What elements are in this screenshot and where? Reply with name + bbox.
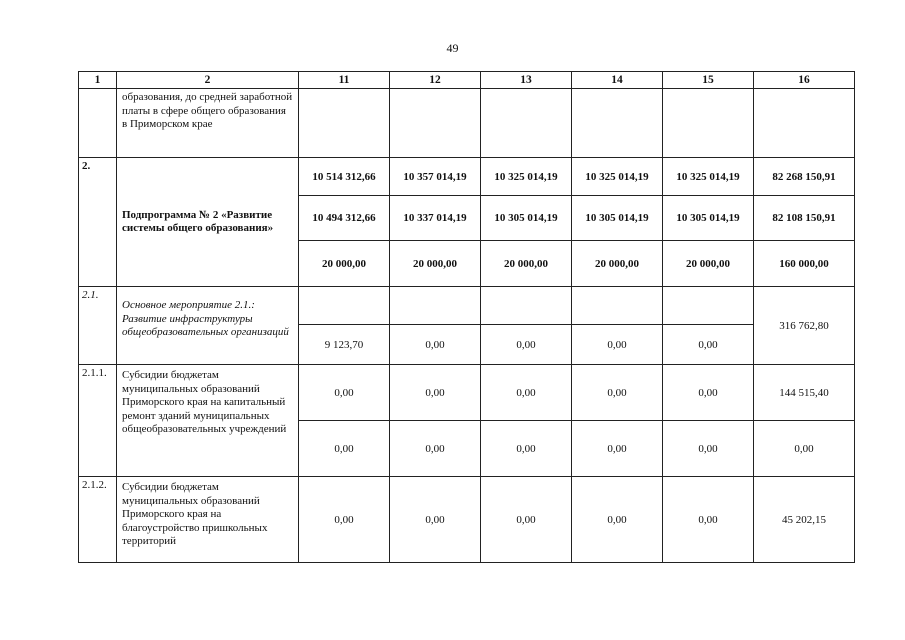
total-cell: 82 268 150,91 bbox=[754, 158, 855, 196]
column-header: 13 bbox=[481, 72, 572, 89]
empty-cell bbox=[481, 89, 572, 158]
total-cell: 45 202,15 bbox=[754, 477, 855, 563]
value-cell: 0,00 bbox=[390, 477, 481, 563]
empty-cell bbox=[299, 89, 390, 158]
column-header: 1 bbox=[79, 72, 117, 89]
value-cell: 0,00 bbox=[663, 365, 754, 421]
row-name-cell: образования, до средней заработной платы в сфере общего образования в Приморском крае bbox=[117, 89, 299, 158]
value-cell: 10 325 014,19 bbox=[663, 158, 754, 196]
value-cell: 0,00 bbox=[572, 365, 663, 421]
empty-cell bbox=[572, 89, 663, 158]
total-cell: 0,00 bbox=[754, 421, 855, 477]
table-row bbox=[79, 477, 855, 563]
value-cell: 20 000,00 bbox=[663, 241, 754, 287]
value-cell: 20 000,00 bbox=[481, 241, 572, 287]
row-number-cell: 2.1.2. bbox=[79, 477, 117, 563]
row-name-cell: Субсидии бюджетам муниципальных образований Приморского края на капитальный ремонт зданий муниципальных общеобразовательных учреждений bbox=[117, 365, 299, 477]
value-cell: 0,00 bbox=[663, 421, 754, 477]
total-cell: 316 762,80 bbox=[754, 287, 855, 365]
row-name-cell: Подпрограмма № 2 «Развитие системы общего образования» bbox=[117, 158, 299, 287]
value-cell: 0,00 bbox=[572, 421, 663, 477]
value-cell: 10 305 014,19 bbox=[481, 196, 572, 241]
column-header: 12 bbox=[390, 72, 481, 89]
value-cell: 10 494 312,66 bbox=[299, 196, 390, 241]
empty-cell bbox=[663, 89, 754, 158]
value-cell: 0,00 bbox=[390, 325, 481, 365]
value-cell: 20 000,00 bbox=[390, 241, 481, 287]
value-cell: 20 000,00 bbox=[572, 241, 663, 287]
row-name-cell: Основное мероприятие 2.1.: Развитие инфраструктуры общеобразовательных организаций bbox=[117, 287, 299, 365]
value-cell: 10 325 014,19 bbox=[572, 158, 663, 196]
empty-cell bbox=[754, 89, 855, 158]
table-row bbox=[79, 365, 855, 421]
empty-cell bbox=[572, 287, 663, 325]
value-cell: 10 514 312,66 bbox=[299, 158, 390, 196]
value-cell: 0,00 bbox=[481, 421, 572, 477]
value-cell: 20 000,00 bbox=[299, 241, 390, 287]
value-cell: 9 123,70 bbox=[299, 325, 390, 365]
value-cell: 0,00 bbox=[572, 477, 663, 563]
table-row bbox=[79, 89, 855, 158]
value-cell: 0,00 bbox=[663, 477, 754, 563]
value-cell: 10 305 014,19 bbox=[663, 196, 754, 241]
row-number-cell bbox=[79, 89, 117, 158]
value-cell: 0,00 bbox=[299, 421, 390, 477]
row-number-cell: 2.1. bbox=[79, 287, 117, 365]
column-header: 2 bbox=[117, 72, 299, 89]
total-cell: 160 000,00 bbox=[754, 241, 855, 287]
value-cell: 0,00 bbox=[572, 325, 663, 365]
row-number-cell: 2.1.1. bbox=[79, 365, 117, 477]
column-header: 11 bbox=[299, 72, 390, 89]
total-cell: 82 108 150,91 bbox=[754, 196, 855, 241]
total-cell: 144 515,40 bbox=[754, 365, 855, 421]
value-cell: 0,00 bbox=[663, 325, 754, 365]
empty-cell bbox=[390, 89, 481, 158]
value-cell: 0,00 bbox=[481, 365, 572, 421]
row-name-cell: Субсидии бюджетам муниципальных образований Приморского края на благоустройство пришкольных территорий bbox=[117, 477, 299, 563]
empty-cell bbox=[663, 287, 754, 325]
value-cell: 10 305 014,19 bbox=[572, 196, 663, 241]
empty-cell bbox=[390, 287, 481, 325]
value-cell: 10 337 014,19 bbox=[390, 196, 481, 241]
value-cell: 10 325 014,19 bbox=[481, 158, 572, 196]
value-cell: 0,00 bbox=[299, 365, 390, 421]
table-row bbox=[79, 158, 855, 196]
row-number-cell: 2. bbox=[79, 158, 117, 287]
page-number: 49 bbox=[446, 41, 459, 55]
value-cell: 10 357 014,19 bbox=[390, 158, 481, 196]
value-cell: 0,00 bbox=[299, 477, 390, 563]
empty-cell bbox=[481, 287, 572, 325]
value-cell: 0,00 bbox=[481, 477, 572, 563]
table-row bbox=[79, 287, 855, 325]
table-header-row bbox=[79, 72, 855, 89]
column-header: 15 bbox=[663, 72, 754, 89]
column-header: 14 bbox=[572, 72, 663, 89]
budget-table bbox=[78, 71, 855, 563]
column-header: 16 bbox=[754, 72, 855, 89]
value-cell: 0,00 bbox=[481, 325, 572, 365]
empty-cell bbox=[299, 287, 390, 325]
value-cell: 0,00 bbox=[390, 421, 481, 477]
value-cell: 0,00 bbox=[390, 365, 481, 421]
